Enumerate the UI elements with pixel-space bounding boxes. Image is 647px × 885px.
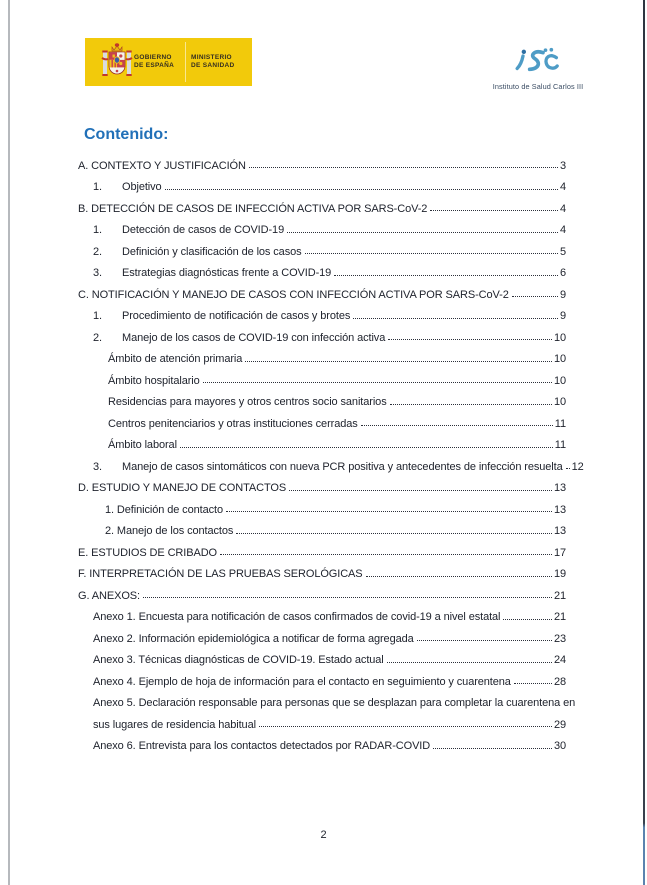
toc-entry-text: F. INTERPRETACIÓN DE LAS PRUEBAS SEROLÓGICAS xyxy=(78,568,363,580)
toc-entry[interactable] xyxy=(78,279,566,301)
toc-leader xyxy=(236,533,552,534)
toc-entry-text: Centros penitenciarios y otras instituciones cerradas xyxy=(108,417,358,430)
ministerio-label xyxy=(191,54,234,69)
toc-leader xyxy=(353,318,558,319)
toc-leader xyxy=(512,296,558,297)
toc-page-number: 5 xyxy=(559,245,566,258)
toc-leader xyxy=(387,662,552,663)
toc-entry[interactable] xyxy=(78,301,566,323)
toc-entry-text: Manejo de casos sintomáticos con nueva PCR positiva y antecedentes de infección resuelta xyxy=(122,460,563,473)
toc-entry-text: Ámbito de atención primaria xyxy=(108,353,243,365)
toc-entry-text: Anexo 2. Información epidemiológica a notificar de forma agregada xyxy=(93,632,414,645)
toc-page-number: 10 xyxy=(553,396,566,408)
toc-entry-number: 1. xyxy=(93,224,102,236)
toc-entry-text: Estrategias diagnósticas frente a COVID-19 xyxy=(122,267,332,279)
toc-entry[interactable] xyxy=(78,473,566,495)
toc-entry-text: sus lugares de residencia habitual xyxy=(93,718,256,731)
toc-entry-text: Anexo 5. Declaración responsable para personas que se desplazan para completar la cuarentena en xyxy=(93,697,576,709)
toc-page-number: 10 xyxy=(553,331,566,344)
toc-entry[interactable] xyxy=(78,623,566,645)
toc-page-number: 9 xyxy=(559,310,566,322)
toc-entry-text: E. ESTUDIOS DE CRIBADO xyxy=(78,546,217,559)
toc-entry[interactable] xyxy=(78,258,566,280)
toc-entry-text: Definición y clasificación de los casos xyxy=(122,245,302,258)
toc-leader xyxy=(366,576,552,577)
toc-entry-text: Anexo 3. Técnicas diagnósticas de COVID-19. Estado actual xyxy=(93,654,384,666)
toc-entry-text: 2. Manejo de los contactos xyxy=(105,525,234,537)
toc-page-number: 13 xyxy=(553,503,566,516)
toc-page-number: 23 xyxy=(553,632,566,645)
toc-entry-text: Ámbito hospitalario xyxy=(108,374,200,387)
ministerio-line1: MINISTERIO xyxy=(191,54,232,61)
toc-entry[interactable] xyxy=(78,494,566,516)
toc-page-number: 11 xyxy=(554,417,566,430)
toc-leader xyxy=(361,425,553,426)
toc-entry[interactable] xyxy=(78,580,566,602)
toc-leader xyxy=(289,490,552,491)
toc-entry[interactable] xyxy=(78,344,566,366)
toc-entry[interactable] xyxy=(78,731,566,753)
toc-entry[interactable] xyxy=(78,236,566,258)
toc-leader xyxy=(143,597,552,598)
gobierno-line1: GOBIERNO xyxy=(134,54,172,61)
logo-divider xyxy=(185,42,186,82)
toc-entry-text: Anexo 4. Ejemplo de hoja de información para el contacto en seguimiento y cuarentena xyxy=(93,675,511,688)
gobierno-ministerio-logo xyxy=(85,38,252,86)
toc-page-number: 10 xyxy=(553,374,566,387)
toc-entry[interactable] xyxy=(78,559,566,581)
toc-entry[interactable] xyxy=(78,602,566,624)
scan-edge-right xyxy=(643,0,645,885)
toc-entry[interactable] xyxy=(78,215,566,237)
toc-page-number: 21 xyxy=(553,589,566,602)
toc-entry[interactable] xyxy=(78,709,566,731)
toc-page-number: 21 xyxy=(553,611,566,623)
toc-entry-text: Anexo 6. Entrevista para los contactos detectados por RADAR-COVID xyxy=(93,740,431,752)
toc-entry[interactable] xyxy=(78,172,566,194)
toc-page-number: 4 xyxy=(559,224,566,236)
toc-entry-text: 1. Definición de contacto xyxy=(105,503,223,516)
toc-leader xyxy=(305,253,558,254)
isciii-logo xyxy=(472,46,604,91)
toc-page-number: 29 xyxy=(553,718,566,731)
toc-page-number: 13 xyxy=(553,525,566,537)
toc-entry[interactable] xyxy=(78,322,566,344)
toc-leader xyxy=(245,361,552,362)
toc-entry-number: 3. xyxy=(93,267,102,279)
toc-entry-text: C. NOTIFICACIÓN Y MANEJO DE CASOS CON INFECCIÓN ACTIVA POR SARS-CoV-2 xyxy=(78,288,509,301)
toc-leader xyxy=(259,726,552,727)
contenido-heading: Contenido: xyxy=(84,126,169,143)
toc-leader xyxy=(417,640,552,641)
toc-entry-number: 2. xyxy=(93,331,102,344)
gobierno-line2: DE ESPAÑA xyxy=(134,61,175,69)
toc-leader xyxy=(388,339,552,340)
toc-page-number: 30 xyxy=(553,740,566,752)
toc-entry[interactable] xyxy=(78,537,566,559)
toc-page-number: 12 xyxy=(571,460,584,473)
toc-leader xyxy=(430,210,558,211)
toc-leader xyxy=(503,619,552,620)
toc-page-number: 17 xyxy=(553,546,566,559)
toc-entry[interactable] xyxy=(78,688,576,710)
toc-entry[interactable] xyxy=(78,451,584,473)
toc-entry-number: 1. xyxy=(93,310,102,322)
footer-page-number: 2 xyxy=(320,829,327,841)
toc-page-number: 24 xyxy=(553,654,566,666)
toc-entry-number: 2. xyxy=(93,245,102,258)
toc-entry[interactable] xyxy=(78,666,566,688)
scan-edge-left xyxy=(8,0,10,885)
toc-entry-text: Procedimiento de notificación de casos y brotes xyxy=(122,310,351,322)
table-of-contents xyxy=(78,150,584,752)
toc-leader xyxy=(334,275,558,276)
toc-page-number: 3 xyxy=(559,159,566,172)
toc-entry-text: Manejo de los casos de COVID-19 con infección activa xyxy=(122,331,386,344)
gobierno-label xyxy=(134,54,174,69)
toc-entry-text: A. CONTEXTO Y JUSTIFICACIÓN xyxy=(78,159,246,172)
toc-leader xyxy=(249,167,558,168)
toc-entry[interactable] xyxy=(78,408,566,430)
toc-entry[interactable] xyxy=(78,516,566,538)
toc-entry-text: Anexo 1. Encuesta para notificación de casos confirmados de covid-19 a nivel estatal xyxy=(93,611,501,623)
toc-leader xyxy=(226,511,552,512)
toc-leader xyxy=(566,468,570,469)
toc-leader xyxy=(220,554,552,555)
toc-entry-text: D. ESTUDIO Y MANEJO DE CONTACTOS xyxy=(78,482,287,494)
toc-page-number: 6 xyxy=(559,267,566,279)
toc-page-number: 4 xyxy=(559,181,566,193)
toc-entry[interactable] xyxy=(78,193,566,215)
toc-entry-text: Objetivo xyxy=(122,181,162,193)
toc-page-number: 11 xyxy=(554,439,566,451)
toc-entry-text: Ámbito laboral xyxy=(108,439,177,451)
toc-page-number: 4 xyxy=(559,202,566,215)
toc-leader xyxy=(165,189,558,190)
toc-leader xyxy=(287,232,558,233)
toc-leader xyxy=(514,683,552,684)
toc-entry-text: B. DETECCIÓN DE CASOS DE INFECCIÓN ACTIVA POR SARS-CoV-2 xyxy=(78,202,428,215)
toc-entry-text: Detección de casos de COVID-19 xyxy=(122,224,285,236)
ministerio-line2: DE SANIDAD xyxy=(191,61,235,69)
toc-leader xyxy=(203,382,552,383)
toc-leader xyxy=(390,404,552,405)
toc-page-number: 10 xyxy=(553,353,566,365)
toc-page-number: 13 xyxy=(553,482,566,494)
toc-entry[interactable] xyxy=(78,430,566,452)
toc-leader xyxy=(180,447,553,448)
toc-entry-text: Residencias para mayores y otros centros socio sanitarios xyxy=(108,396,387,408)
toc-entry-number: 1. xyxy=(93,181,102,193)
toc-entry[interactable] xyxy=(78,365,566,387)
isciii-logo-label: Instituto de Salud Carlos III xyxy=(492,82,584,91)
isciii-logo-icon xyxy=(513,46,563,81)
toc-entry[interactable] xyxy=(78,645,566,667)
toc-entry-text: G. ANEXOS: xyxy=(78,589,140,602)
toc-entry-number: 3. xyxy=(93,460,102,473)
toc-entry[interactable] xyxy=(78,387,566,409)
toc-entry[interactable] xyxy=(78,150,566,172)
toc-page-number: 19 xyxy=(553,568,566,580)
spain-coat-of-arms-icon xyxy=(101,41,133,88)
toc-page-number: 28 xyxy=(553,675,566,688)
toc-page-number: 9 xyxy=(559,288,566,301)
toc-leader xyxy=(433,748,552,749)
